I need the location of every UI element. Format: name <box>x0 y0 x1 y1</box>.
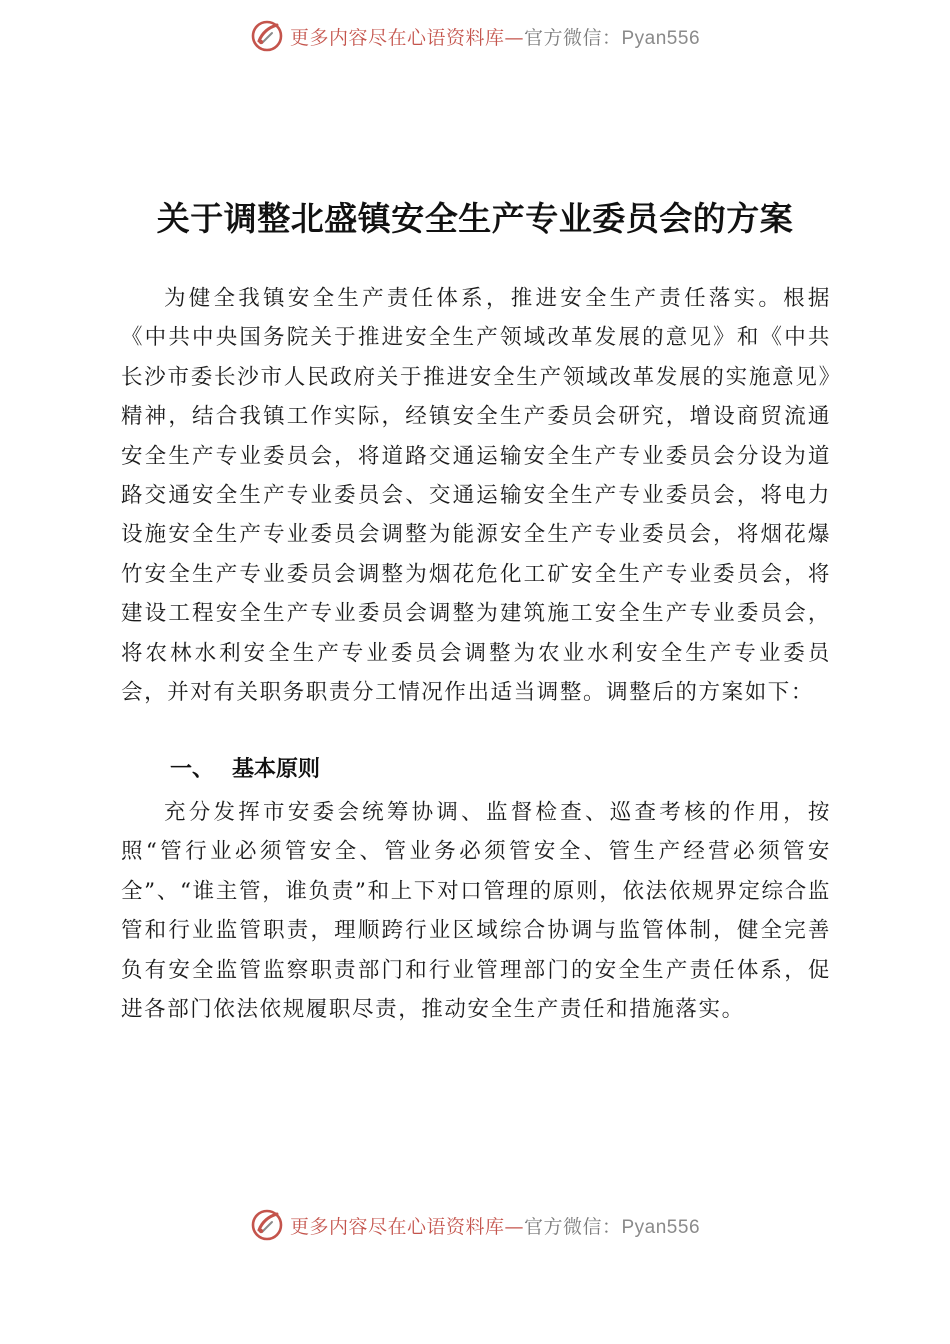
watermark-slogan: 更多内容尽在心语资料库 <box>289 1215 505 1238</box>
watermark-official-label: 官方微信： <box>523 26 622 49</box>
principles-paragraph: 充分发挥市安委会统筹协调、监督检查、巡查考核的作用，按 照“管行业必须管安全、管业务必须管安全、管生产经营必须管安全”、“谁主管，谁负责”和上下对口管理的原则，依法依规界定综合监管和行业监管职责，理顺跨行业区域综合协调与监管体制，健全完善负有安全监管监察职责部门和行业管理部门的安全生产责任体系，促进各部门依法依规履职尽责，推动安全生产责任和措施落实。 <box>121 800 831 1023</box>
logo-icon <box>250 19 284 53</box>
section-title: 基本原则 <box>232 757 321 782</box>
document-title: 关于调整北盛镇安全生产专业委员会的方案 <box>156 199 794 238</box>
watermark-wechat-id: Pyan556 <box>621 27 701 49</box>
header-watermark <box>0 16 950 56</box>
footer-watermark <box>0 1205 950 1245</box>
watermark-slogan: 更多内容尽在心语资料库 <box>289 26 505 49</box>
watermark-official-label: 官方微信： <box>523 1215 622 1238</box>
logo-icon <box>250 1208 284 1242</box>
watermark-wechat-id: Pyan556 <box>621 1216 701 1238</box>
watermark-separator: — <box>504 26 524 49</box>
section-number: 一、 <box>170 757 215 782</box>
watermark-text <box>290 1212 700 1239</box>
section-heading-principles <box>170 752 320 783</box>
watermark-text <box>290 23 700 50</box>
intro-paragraph: 为健全我镇安全生产责任体系，推进安全生产责任落实。根据《中共中央国务院关于推进安全生产领域改革发展的意见》和《中共长沙市委长沙市人民政府关于推进安全生产领域改革发展的实施意见》精神，结合我镇工作实际，经镇安全生产委员会研究，增设商贸流通安全生产专业委员会，将道路交通运输安全生产专业委员会分设为道路交通安全生产专业委员会、交通运输安全生产专业委员会，将电力设施安全生产专业委员会调整为能源安全生产专业委员会，将烟花爆竹安全生产专业委员会调整为烟花危化工矿安全生产专业委员会，将建设工程安全生产专业委员会调整为建筑施工安全生产专业委员会，将农林水利安全生产专业委员会调整为农业水利安全生产专业委员会，并对有关职务职责分工情况作出适当调整。调整后的方案如下： <box>121 286 831 706</box>
watermark-separator: — <box>504 1215 524 1238</box>
